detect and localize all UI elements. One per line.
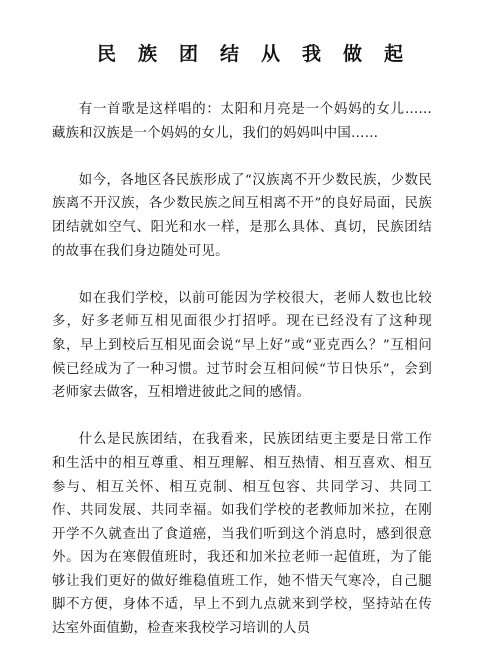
paragraph: 有一首歌是这样唱的：太阳和月亮是一个妈妈的女儿……藏族和汉族是一个妈妈的女儿，我们的妈妈叫中国…… bbox=[52, 102, 432, 141]
paragraph: 如在我们学校，以前可能因为学校很大，老师人数也比较多，好多老师互相见面很少打招呼。现在已经没有了这种现象，早上到校后互相见面会说“早上好”或“亚克西么？”互相问候已经成为了一种习惯。过节时会互相问候“节日快乐”，会到老师家去做客，互相增进彼此之间的感情。 bbox=[52, 290, 432, 401]
paragraph: 什么是民族团结，在我看来，民族团结更主要是日常工作和生活中的相互尊重、相互理解、相互热情、相互喜欢、相互参与、相互关怀、相互克制、相互包容、共同学习、共同工作、共同发展、共同幸福。如我们学校的老教师加米拉，在刚开学不久就查出了食道癌，当我们听到这个消息时，感到很意外。因为在寒假值班时，我还和加米拉老师一起值班，为了能够让我们更好的做好维稳值班工作，她不惜天气寒冷，自己腿脚不方便，身体不适，早上不到九点就来到学校，坚持站在传达室外面值勤，检查来我校学习培训的人员 bbox=[52, 432, 432, 637]
paragraph: 如今，各地区各民族形成了“汉族离不开少数民族，少数民族离不开汉族，各少数民族之间互相离不开”的良好局面，民族团结就如空气、阳光和水一样，是那么具体、真切，民族团结的故事在我们身边随处可见。 bbox=[52, 172, 432, 259]
document-body bbox=[52, 98, 432, 664]
document-title: 民族团结从我做起 bbox=[96, 43, 425, 65]
